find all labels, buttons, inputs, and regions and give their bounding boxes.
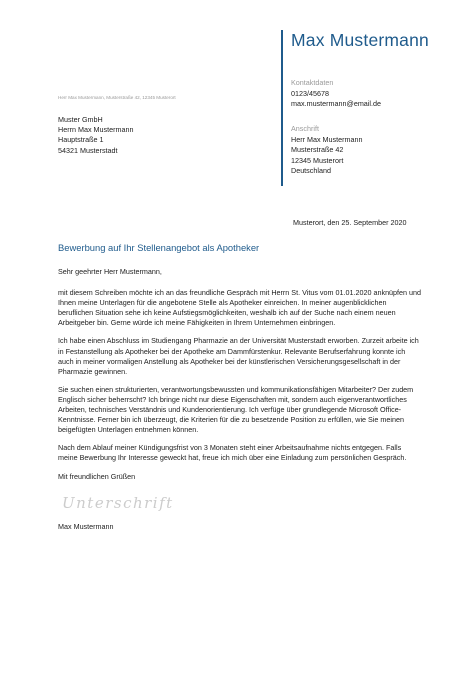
header-divider: [281, 30, 283, 186]
address-line: Musterstraße 42: [291, 145, 344, 154]
body-paragraph: Nach dem Ablauf meiner Kündigungsfrist von 3 Monaten steht einer Arbeitsaufnahme nichts entgegen. Falls meine Bewerbung Ihr Interesse geweckt hat, freue ich mich über eine Einladung zum persönlichen Gespräch.: [58, 443, 407, 463]
address-line: Deutschland: [291, 166, 331, 175]
letter-body: [58, 267, 422, 490]
letter-subject: Bewerbung auf Ihr Stellenangebot als Apotheker: [58, 242, 260, 253]
sender-return-line: Herr Max Mustermann, Musterstraße 42, 12345 Musterort: [58, 95, 176, 100]
applicant-name: Max Mustermann: [291, 30, 429, 50]
signature-name: Max Mustermann: [58, 522, 114, 531]
contact-block: [291, 78, 381, 110]
letter-date: Musterort, den 25. September 2020: [293, 218, 407, 227]
closing: Mit freundlichen Grüßen: [58, 471, 136, 481]
body-paragraph: mit diesem Schreiben möchte ich an das freundliche Gespräch mit Herrn St. Vitus vom 01.01.2020 anknüpfen und Ihnen meine Unterlagen für die angebotene Stelle als Apotheker einreichen. In meiner augenblicklichen beruflichen Situation sehe ich keine Aufstiegsmöglichkeiten, weshalb ich auf der Suche nach einem neuen Arbeitgeber bin. Gerne würde ich meine Fähigkeiten in Ihrem Unternehmen einbringen.: [58, 288, 422, 328]
recipient-line: Hauptstraße 1: [58, 135, 104, 145]
recipient-line: Muster GmbH: [58, 115, 103, 124]
recipient-line: Herrn Max Mustermann: [58, 125, 134, 135]
contact-email: max.mustermann@email.de: [291, 99, 381, 108]
address-label: Anschrift: [291, 124, 319, 133]
recipient-block: [58, 115, 134, 156]
recipient-line: 54321 Musterstadt: [58, 145, 118, 155]
body-paragraph: Sie suchen einen strukturierten, verantwortungsbewussten und kommunikationsfähigen Mitarbeiter? Der zudem Englisch sicher beherrscht? Ich bringe nicht nur diese Eigenschaften mit, sondern auch eigenverantwortliches Arbeiten, technisches Verständnis und Kundenorientierung. Ich verfüge über grundlegende Microsoft Office-Kenntnisse. Ferner bin ich überzeugt, die Kriterien für die zu besetzende Position zu erfüllen, wie Sie meinen beigefügten Unterlagen entnehmen können.: [58, 384, 414, 435]
signature-image: Unterschrift: [62, 494, 174, 512]
body-paragraph: Ich habe einen Abschluss im Studiengang Pharmazie an der Universität Musterstadt erworben. Zurzeit arbeite ich in Festanstellung als Apotheker bei der Apotheke am Dammfürstenkur. Relevante Berufserfahrung konnte ich auch in meiner vormaligen Anstellung als Apotheker bei der künstlerischen Versicherungsgesellschaft in der Pharmazie gewinnen.: [58, 336, 419, 376]
contact-label: Kontaktdaten: [291, 78, 334, 87]
salutation: Sehr geehrter Herr Mustermann,: [58, 267, 162, 276]
contact-phone: 0123/45678: [291, 88, 329, 98]
address-block: [291, 124, 363, 177]
address-line: Herr Max Mustermann: [291, 134, 363, 144]
address-line: 12345 Musterort: [291, 155, 344, 165]
